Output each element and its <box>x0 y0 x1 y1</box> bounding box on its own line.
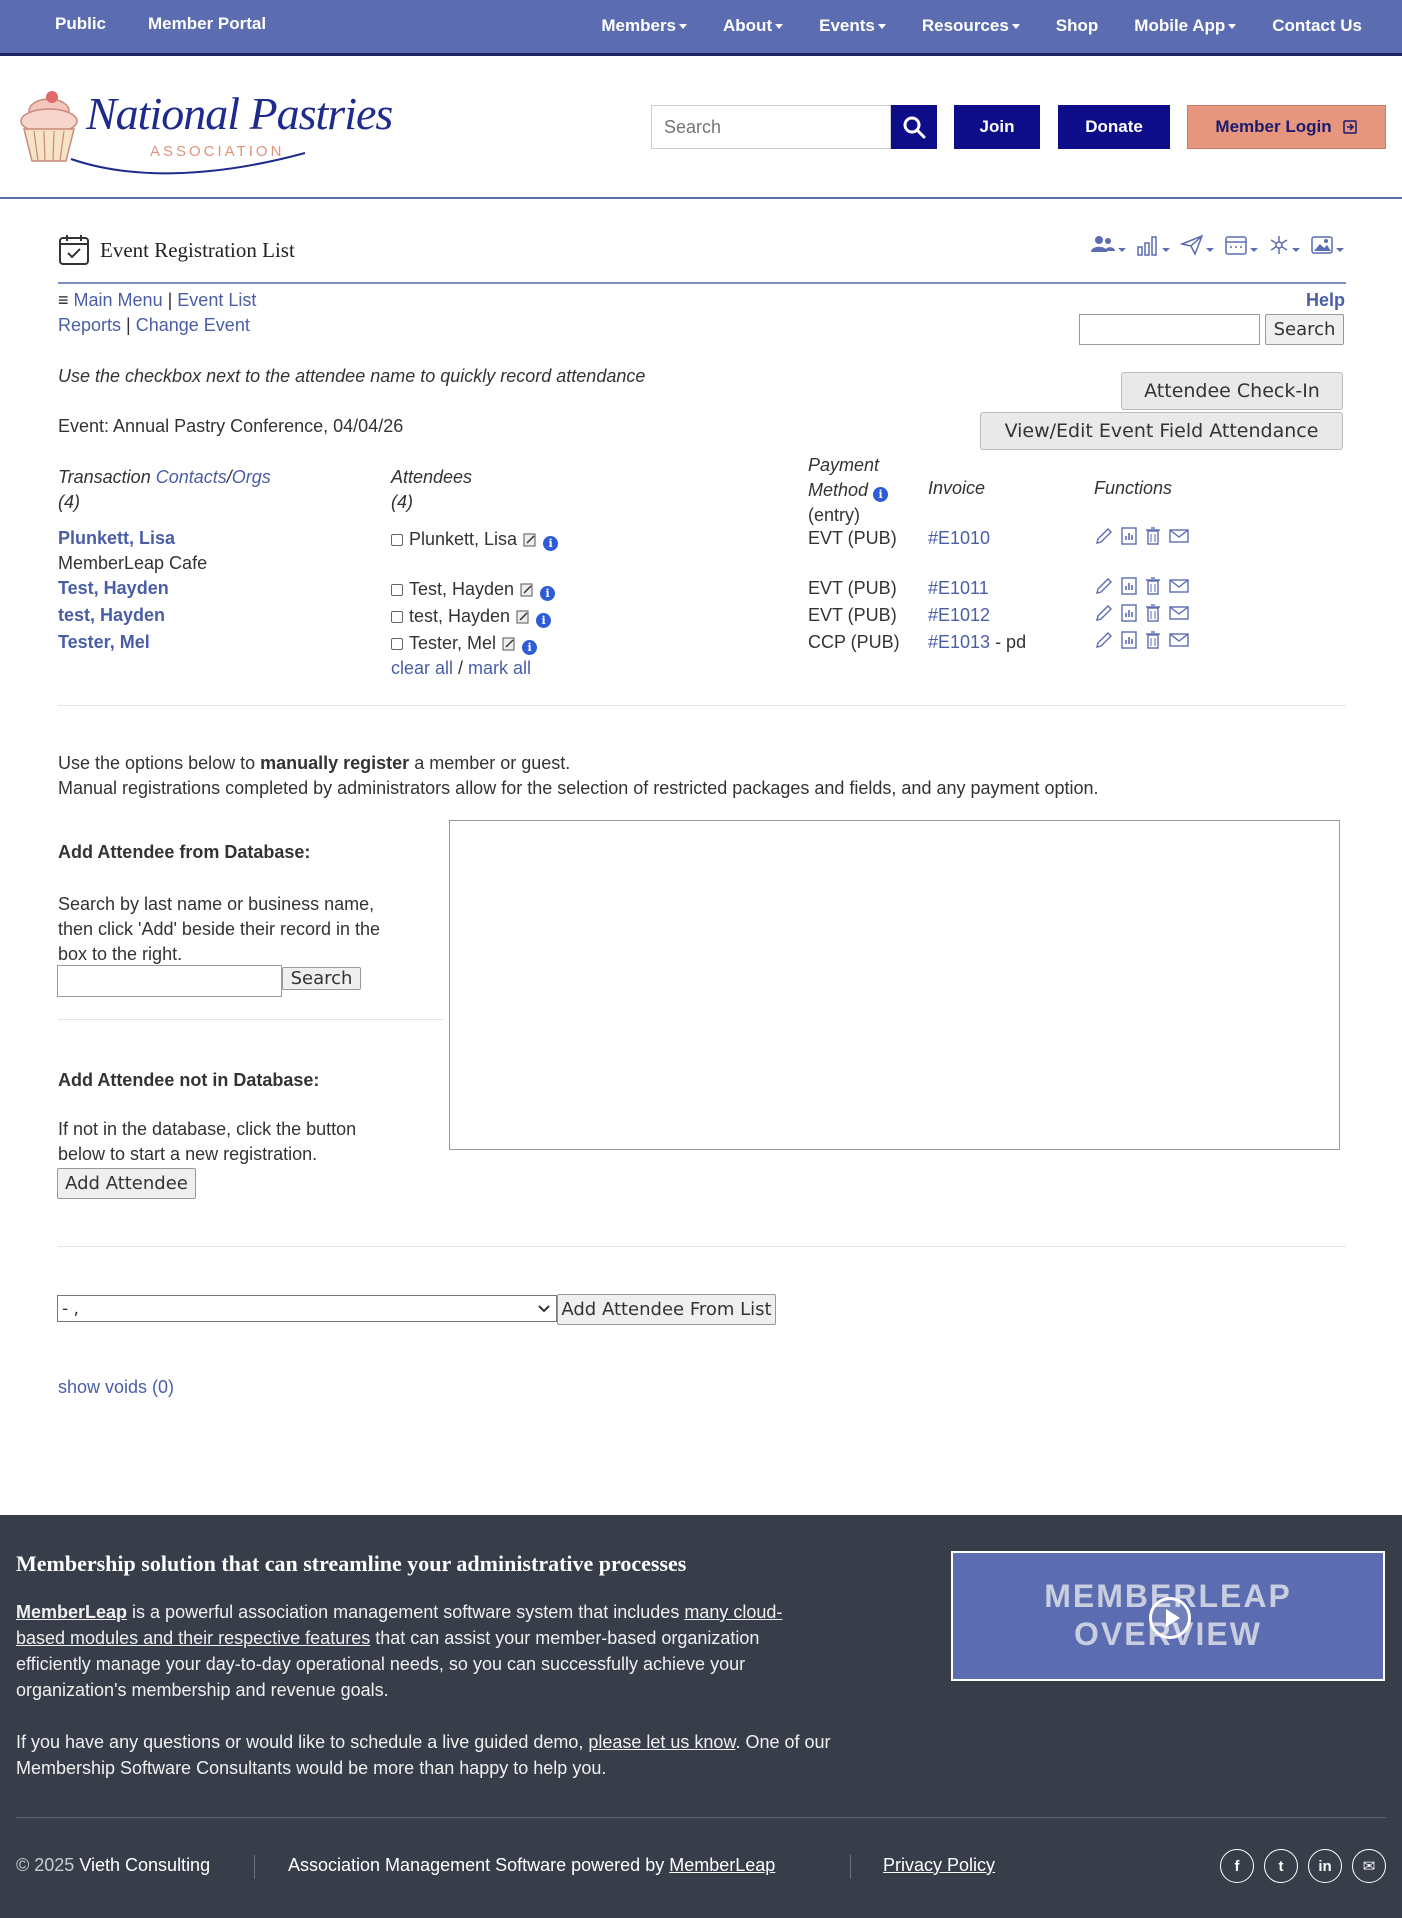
nav-events[interactable]: Events <box>819 16 886 36</box>
caret-down-icon <box>679 24 687 29</box>
col-attendees-label: Attendees <box>391 467 473 487</box>
nav-about[interactable]: About <box>723 16 783 36</box>
tool-send[interactable] <box>1180 234 1214 256</box>
report-icon[interactable] <box>1120 576 1138 596</box>
tool-reports[interactable] <box>1136 234 1170 256</box>
attendee-db-search-button[interactable]: Search <box>282 967 361 990</box>
report-icon[interactable] <box>1120 603 1138 623</box>
footer-p1-b: that can assist your member-based organization <box>370 1628 760 1648</box>
attendee-name: Test, Hayden <box>409 579 515 599</box>
users-icon <box>1090 234 1116 256</box>
orgs-sort-link[interactable]: Orgs <box>231 467 271 487</box>
help-link[interactable]: Help <box>1305 290 1345 310</box>
transaction-org: MemberLeap Cafe <box>58 553 208 573</box>
delete-trash-icon[interactable] <box>1144 576 1162 596</box>
manual-register-text-c: a member or guest. <box>409 753 571 773</box>
tool-modules[interactable] <box>1268 234 1300 256</box>
tool-users[interactable] <box>1090 234 1126 256</box>
delete-trash-icon[interactable] <box>1144 603 1162 623</box>
footer-title: Membership solution that can streamline your administrative processes <box>16 1551 687 1576</box>
invoice-cell <box>928 605 990 626</box>
chevron-down-icon <box>538 1305 550 1313</box>
event-label: Event: Annual Pastry Conference, 04/04/26 <box>58 416 404 436</box>
attendee-db-search-input[interactable] <box>57 965 282 997</box>
event-list-link[interactable]: Event List <box>177 290 257 310</box>
copyright-year: © 2025 <box>16 1855 75 1875</box>
calendar-icon <box>1224 234 1248 256</box>
attendee-name: Tester, Mel <box>409 633 497 653</box>
overview-video[interactable] <box>951 1551 1385 1681</box>
footer-separator <box>850 1855 851 1879</box>
facebook-icon[interactable]: f <box>1220 1849 1254 1883</box>
attendee-row <box>391 633 537 655</box>
login-icon <box>1342 119 1358 135</box>
main-menu-link[interactable]: Main Menu <box>73 290 163 310</box>
linkedin-icon[interactable]: in <box>1308 1849 1342 1883</box>
nav-members[interactable]: Members <box>601 16 687 36</box>
modules-link-cont[interactable]: based modules and their respective features <box>16 1628 371 1648</box>
footer-separator <box>254 1855 255 1879</box>
manual-register-note: Manual registrations completed by administrators allow for the selection of restricted packages and fields, and any payment option. <box>58 778 1099 798</box>
edit-pencil-icon[interactable] <box>1094 576 1114 596</box>
add-attendee-button[interactable]: Add Attendee <box>57 1168 196 1199</box>
add-from-db-line-1: Search by last name or business name, <box>58 894 375 914</box>
email-envelope-icon[interactable] <box>1168 576 1190 596</box>
col-invoice-header: Invoice <box>928 478 986 498</box>
member-login-button[interactable] <box>1187 105 1386 149</box>
play-icon[interactable] <box>1149 1597 1191 1639</box>
nav-mobile-app[interactable]: Mobile App <box>1134 16 1236 36</box>
page-title-text: Event Registration List <box>100 237 295 262</box>
nav-contact-us[interactable]: Contact Us <box>1272 16 1362 35</box>
add-not-in-db-line-1: If not in the database, click the button <box>58 1119 357 1139</box>
row-functions <box>1094 576 1190 596</box>
attendee-list-select[interactable] <box>57 1295 557 1322</box>
event-search-button[interactable]: Search <box>1265 314 1344 345</box>
site-search-input[interactable] <box>651 105 891 149</box>
footer-p2-b: . One of our <box>735 1732 831 1752</box>
add-not-in-db-title: Add Attendee not in Database: <box>58 1070 320 1090</box>
attendees-count: (4) <box>391 492 413 512</box>
col-attendees-header <box>391 465 472 515</box>
mark-all-link[interactable]: mark all <box>468 658 532 678</box>
video-title-line-1: MEMBERLEAP <box>1044 1578 1292 1614</box>
transaction-link-tester-mel[interactable]: Tester, Mel <box>58 632 150 652</box>
col-payment-label: Payment <box>808 455 880 475</box>
page-title <box>58 234 295 266</box>
nav-public[interactable]: Public <box>55 14 107 33</box>
info-icon[interactable]: i <box>536 613 551 628</box>
social-links <box>1220 1849 1386 1883</box>
privacy-policy-link[interactable]: Privacy Policy <box>883 1855 996 1875</box>
caret-down-icon <box>1292 248 1300 252</box>
company-name: Vieth Consulting <box>79 1855 211 1875</box>
col-payment-header <box>808 453 888 528</box>
row-functions <box>1094 526 1190 546</box>
attendance-checkbox[interactable] <box>391 611 403 623</box>
calendar-check-icon <box>58 234 90 266</box>
logo-name: National Pastries <box>86 88 393 139</box>
caret-down-icon <box>1206 248 1214 252</box>
registration-results-box[interactable] <box>449 820 1340 1150</box>
email-envelope-icon[interactable] <box>1168 630 1190 650</box>
nav-resources[interactable]: Resources <box>922 16 1020 36</box>
info-icon[interactable]: i <box>522 640 537 655</box>
form-divider <box>58 1019 444 1020</box>
delete-trash-icon[interactable] <box>1144 526 1162 546</box>
transaction-link-test-hayden[interactable]: Test, Hayden <box>58 578 169 598</box>
view-edit-field-attendance-button[interactable]: View/Edit Event Field Attendance <box>980 412 1343 450</box>
invoice-cell <box>928 578 989 599</box>
caret-down-icon <box>775 24 783 29</box>
caret-down-icon <box>1228 24 1236 29</box>
footer-p2-c: Membership Software Consultants would be more than happy to help you. <box>16 1758 607 1778</box>
note-icon[interactable] <box>523 532 537 547</box>
payment-method: EVT (PUB) <box>808 528 897 548</box>
col-transaction-header: Transaction Contacts/Orgs (4) <box>58 467 271 512</box>
footer-p1-d: organization's membership and revenue goals. <box>16 1680 389 1700</box>
invoice-link[interactable]: #E1010 <box>928 528 991 548</box>
attendee-row <box>391 579 555 601</box>
join-button[interactable]: Join <box>954 105 1040 149</box>
add-from-db-line-3: box to the right. <box>58 944 183 964</box>
manual-register-emphasis: manually register <box>260 753 410 773</box>
breadcrumb: ≡ Main Menu | Event List <box>58 290 257 310</box>
invoice-link[interactable]: #E1012 <box>928 605 991 625</box>
site-search-button[interactable] <box>891 105 937 149</box>
copyright <box>16 1855 210 1876</box>
site-logo[interactable] <box>14 83 393 183</box>
email-envelope-icon[interactable] <box>1168 526 1190 546</box>
change-event-link[interactable]: Change Event <box>135 315 250 335</box>
footer-paragraph-2 <box>16 1729 916 1781</box>
attendee-select-value: - , <box>62 1298 79 1319</box>
modules-link[interactable]: many cloud- <box>684 1602 783 1622</box>
info-icon[interactable]: i <box>540 586 555 601</box>
nav-member-portal[interactable]: Member Portal <box>148 14 267 33</box>
admin-toolbar <box>1090 234 1344 256</box>
caret-down-icon <box>878 24 886 29</box>
event-search-input[interactable] <box>1079 314 1260 345</box>
caret-down-icon <box>1336 248 1344 252</box>
contact-us-link[interactable]: please let us know <box>588 1732 736 1752</box>
transaction-link-test-hayden-lower[interactable]: test, Hayden <box>58 605 166 625</box>
invoice-cell <box>928 528 990 549</box>
section-divider <box>58 1246 1346 1247</box>
tool-images[interactable] <box>1310 234 1344 256</box>
paper-plane-icon <box>1180 234 1204 256</box>
note-icon[interactable] <box>502 636 516 651</box>
instruction-text: Use the checkbox next to the attendee name to quickly record attendance <box>58 366 646 386</box>
footer-p2-a: If you have any questions or would like to schedule a live guided demo, <box>16 1732 589 1752</box>
logo-subtitle: ASSOCIATION <box>150 143 285 160</box>
site-header <box>0 59 1402 199</box>
manual-register-text-a: Use the options below to <box>58 753 261 773</box>
powered-by <box>288 1855 775 1876</box>
show-voids-link[interactable]: show voids (0) <box>58 1377 175 1397</box>
search-icon <box>902 115 926 139</box>
add-from-db-text <box>58 892 380 967</box>
image-icon <box>1310 234 1334 256</box>
contacts-sort-link[interactable]: Contacts <box>155 467 227 487</box>
edit-pencil-icon[interactable] <box>1094 526 1114 546</box>
payment-method: EVT (PUB) <box>808 605 897 625</box>
invoice-link[interactable]: #E1011 <box>928 578 989 598</box>
attendee-name: test, Hayden <box>409 606 511 626</box>
powered-by-text: Association Management Software powered by <box>288 1855 670 1875</box>
delete-trash-icon[interactable] <box>1144 630 1162 650</box>
invoice-link[interactable]: #E1013 <box>928 632 991 652</box>
twitter-icon[interactable]: t <box>1264 1849 1298 1883</box>
email-envelope-icon[interactable] <box>1168 603 1190 623</box>
report-icon[interactable] <box>1120 526 1138 546</box>
row-functions <box>1094 603 1190 623</box>
clear-all-link[interactable]: clear all <box>391 658 454 678</box>
section-divider <box>58 705 1346 706</box>
transaction-count: (4) <box>58 492 80 512</box>
invoice-cell <box>928 632 1026 653</box>
title-divider <box>58 282 1346 284</box>
menu-icon: ≡ <box>58 290 69 310</box>
attendee-name: Plunkett, Lisa <box>409 529 518 549</box>
report-icon[interactable] <box>1120 630 1138 650</box>
footer-paragraph-1 <box>16 1599 916 1703</box>
reports-link[interactable]: Reports <box>58 315 122 335</box>
attendance-checkbox[interactable] <box>391 534 403 546</box>
caret-down-icon <box>1162 248 1170 252</box>
donate-button[interactable]: Donate <box>1058 105 1170 149</box>
add-attendee-from-list-button[interactable]: Add Attendee From List <box>557 1294 776 1325</box>
caret-down-icon <box>1118 248 1126 252</box>
snowflake-icon <box>1268 234 1290 256</box>
attendee-checkin-button[interactable]: Attendee Check-In <box>1121 372 1343 410</box>
payment-method: EVT (PUB) <box>808 578 897 598</box>
col-entry-label: (entry) <box>808 505 861 525</box>
footer-p1-a: is a powerful association management software system that includes <box>127 1602 685 1622</box>
attendee-row <box>391 529 558 551</box>
edit-pencil-icon[interactable] <box>1094 630 1114 650</box>
bar-chart-icon <box>1136 234 1160 256</box>
manual-register-text <box>58 753 570 774</box>
add-not-in-db-text <box>58 1117 356 1167</box>
note-icon[interactable] <box>520 582 534 597</box>
member-login-label: Member Login <box>1215 117 1332 136</box>
breadcrumb-2: Reports | Change Event <box>58 315 250 335</box>
row-functions <box>1094 630 1190 650</box>
note-icon[interactable] <box>516 609 530 624</box>
memberleap-link[interactable]: MemberLeap <box>16 1602 128 1622</box>
info-icon[interactable]: i <box>873 487 888 502</box>
add-from-db-title: Add Attendee from Database: <box>58 842 311 862</box>
col-transaction-label: Transaction <box>58 467 151 487</box>
bulk-attendance-links: clear all / mark all <box>391 658 532 678</box>
edit-pencil-icon[interactable] <box>1094 603 1114 623</box>
logo-swoosh <box>69 149 309 179</box>
col-functions-header: Functions <box>1094 478 1173 498</box>
footer-p1-c: efficiently manage your day-to-day operational needs, so you can successfully achieve your <box>16 1654 746 1674</box>
invoice-suffix: - pd <box>990 632 1027 652</box>
top-navigation <box>0 0 1402 56</box>
add-from-db-line-2: then click 'Add' beside their record in the <box>58 919 381 939</box>
powered-by-link[interactable]: MemberLeap <box>669 1855 776 1875</box>
attendee-row <box>391 606 551 628</box>
transaction-link-plunkett[interactable]: Plunkett, Lisa <box>58 528 176 548</box>
add-not-in-db-line-2: below to start a new registration. <box>58 1144 318 1164</box>
caret-down-icon <box>1012 24 1020 29</box>
payment-method: CCP (PUB) <box>808 632 900 652</box>
attendance-checkbox[interactable] <box>391 584 403 596</box>
info-icon[interactable]: i <box>543 536 558 551</box>
caret-down-icon <box>1250 248 1258 252</box>
site-footer <box>0 1515 1402 1918</box>
video-title-line-2: OVERVIEW <box>1074 1616 1262 1652</box>
tool-calendar[interactable] <box>1224 234 1258 256</box>
footer-divider <box>16 1817 1386 1818</box>
email-icon[interactable]: ✉ <box>1352 1849 1386 1883</box>
nav-shop[interactable]: Shop <box>1055 16 1099 35</box>
attendance-checkbox[interactable] <box>391 638 403 650</box>
col-method-label: Method <box>808 480 869 500</box>
